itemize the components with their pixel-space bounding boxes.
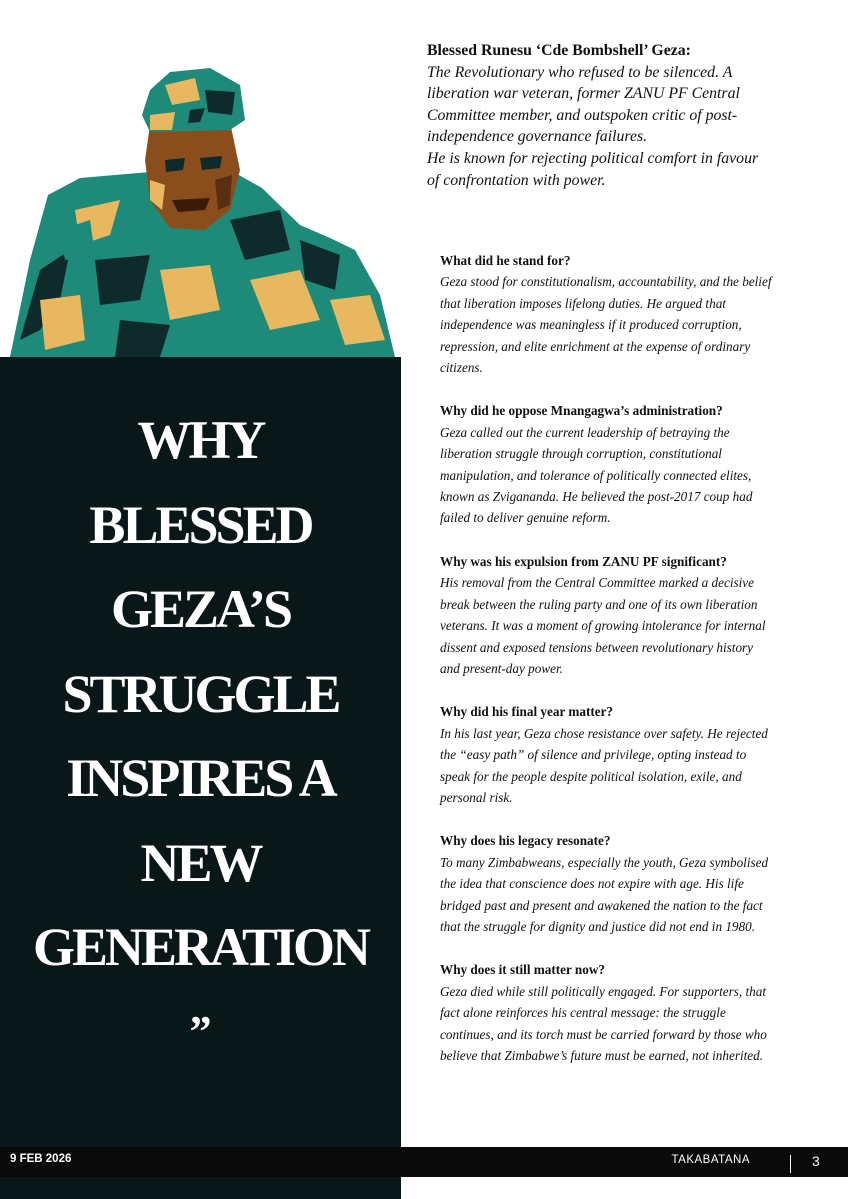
headline-line: NEW	[140, 832, 261, 893]
intro-block	[427, 40, 767, 191]
qa-item	[440, 400, 772, 528]
qa-item	[440, 250, 772, 378]
qa-section	[440, 250, 772, 1088]
qa-question: Why was his expulsion from ZANU PF significant?	[440, 553, 727, 569]
issue-date: 9 FEB 2026	[10, 1153, 72, 1165]
qa-answer: Geza called out the current leadership of betraying the liberation struggle through corruption, constitutional manipulation, and tolerance of politically connected elites, known as Zvigananda. He believed the post-2017 coup had failed to deliver genuine reform.	[440, 424, 753, 526]
page-number: 3	[812, 1153, 820, 1169]
qa-question: Why does it still matter now?	[440, 962, 605, 978]
qa-item	[440, 551, 772, 679]
headline-line: BLESSED	[89, 494, 312, 555]
qa-answer: His removal from the Central Committee marked a decisive break between the ruling party and one of its own liberation veterans. It was a moment of growing intolerance for internal dissent and exposed tensions between revolutionary history and present-day power.	[440, 575, 766, 676]
subject-description-continued: He is known for rejecting political comfort in favour of confrontation with power.	[427, 149, 759, 189]
subject-name: Blessed Runesu ‘Cde Bombshell’ Geza:	[427, 42, 691, 59]
qa-answer: In his last year, Geza chose resistance over safety. He rejected the “easy path” of silence and privilege, opting instead to speak for the people despite political isolation, exile, and personal risk.	[440, 725, 768, 805]
qa-item	[440, 701, 772, 808]
headline-line: INSPIRES A	[66, 748, 335, 808]
qa-question: Why did his final year matter?	[440, 704, 614, 720]
qa-question: Why does his legacy resonate?	[440, 833, 611, 849]
qa-item	[440, 830, 772, 937]
left-panel	[0, 0, 401, 1199]
qa-answer: Geza stood for constitutionalism, accountability, and the belief that liberation imposes lifelong duties. He argued that independence was meaningless if it produced corruption, repression, and elite enrichment at the expense of ordinary citizens.	[440, 274, 772, 376]
page-footer	[0, 1147, 848, 1177]
headline-line: GEZA’S	[110, 579, 291, 639]
headline	[0, 398, 401, 1074]
qa-question: What did he stand for?	[440, 253, 571, 268]
qa-answer: Geza died while still politically engaged. For supporters, that fact alone reinforces his central message: the struggle continues, and its torch must be carried forward by those who believe that Zimbabwe’s future must be earned, not inherited.	[440, 983, 767, 1063]
footer-divider	[790, 1155, 791, 1173]
qa-answer: To many Zimbabweans, especially the youth, Geza symbolised the idea that conscience does not expire with age. His life bridged past and present and awakened the nation to the fact that the struggle for dignity and justice did not end in 1980.	[440, 854, 769, 934]
qa-item	[440, 959, 772, 1066]
headline-line: STRUGGLE	[62, 663, 339, 724]
qa-question: Why did he oppose Mnangagwa’s administration?	[440, 403, 723, 419]
headline-line: WHY	[137, 410, 264, 470]
magazine-name: TAKABATANA	[671, 1154, 750, 1166]
closing-quote-mark: ”	[189, 1006, 212, 1056]
headline-line: GENERATION	[32, 917, 369, 977]
subject-description: The Revolutionary who refused to be silenced. A liberation war veteran, former ZANU PF Central Committee member, and outspoken critic of post-independence governance failures.	[427, 63, 740, 146]
soldier-portrait-illustration	[0, 60, 401, 360]
